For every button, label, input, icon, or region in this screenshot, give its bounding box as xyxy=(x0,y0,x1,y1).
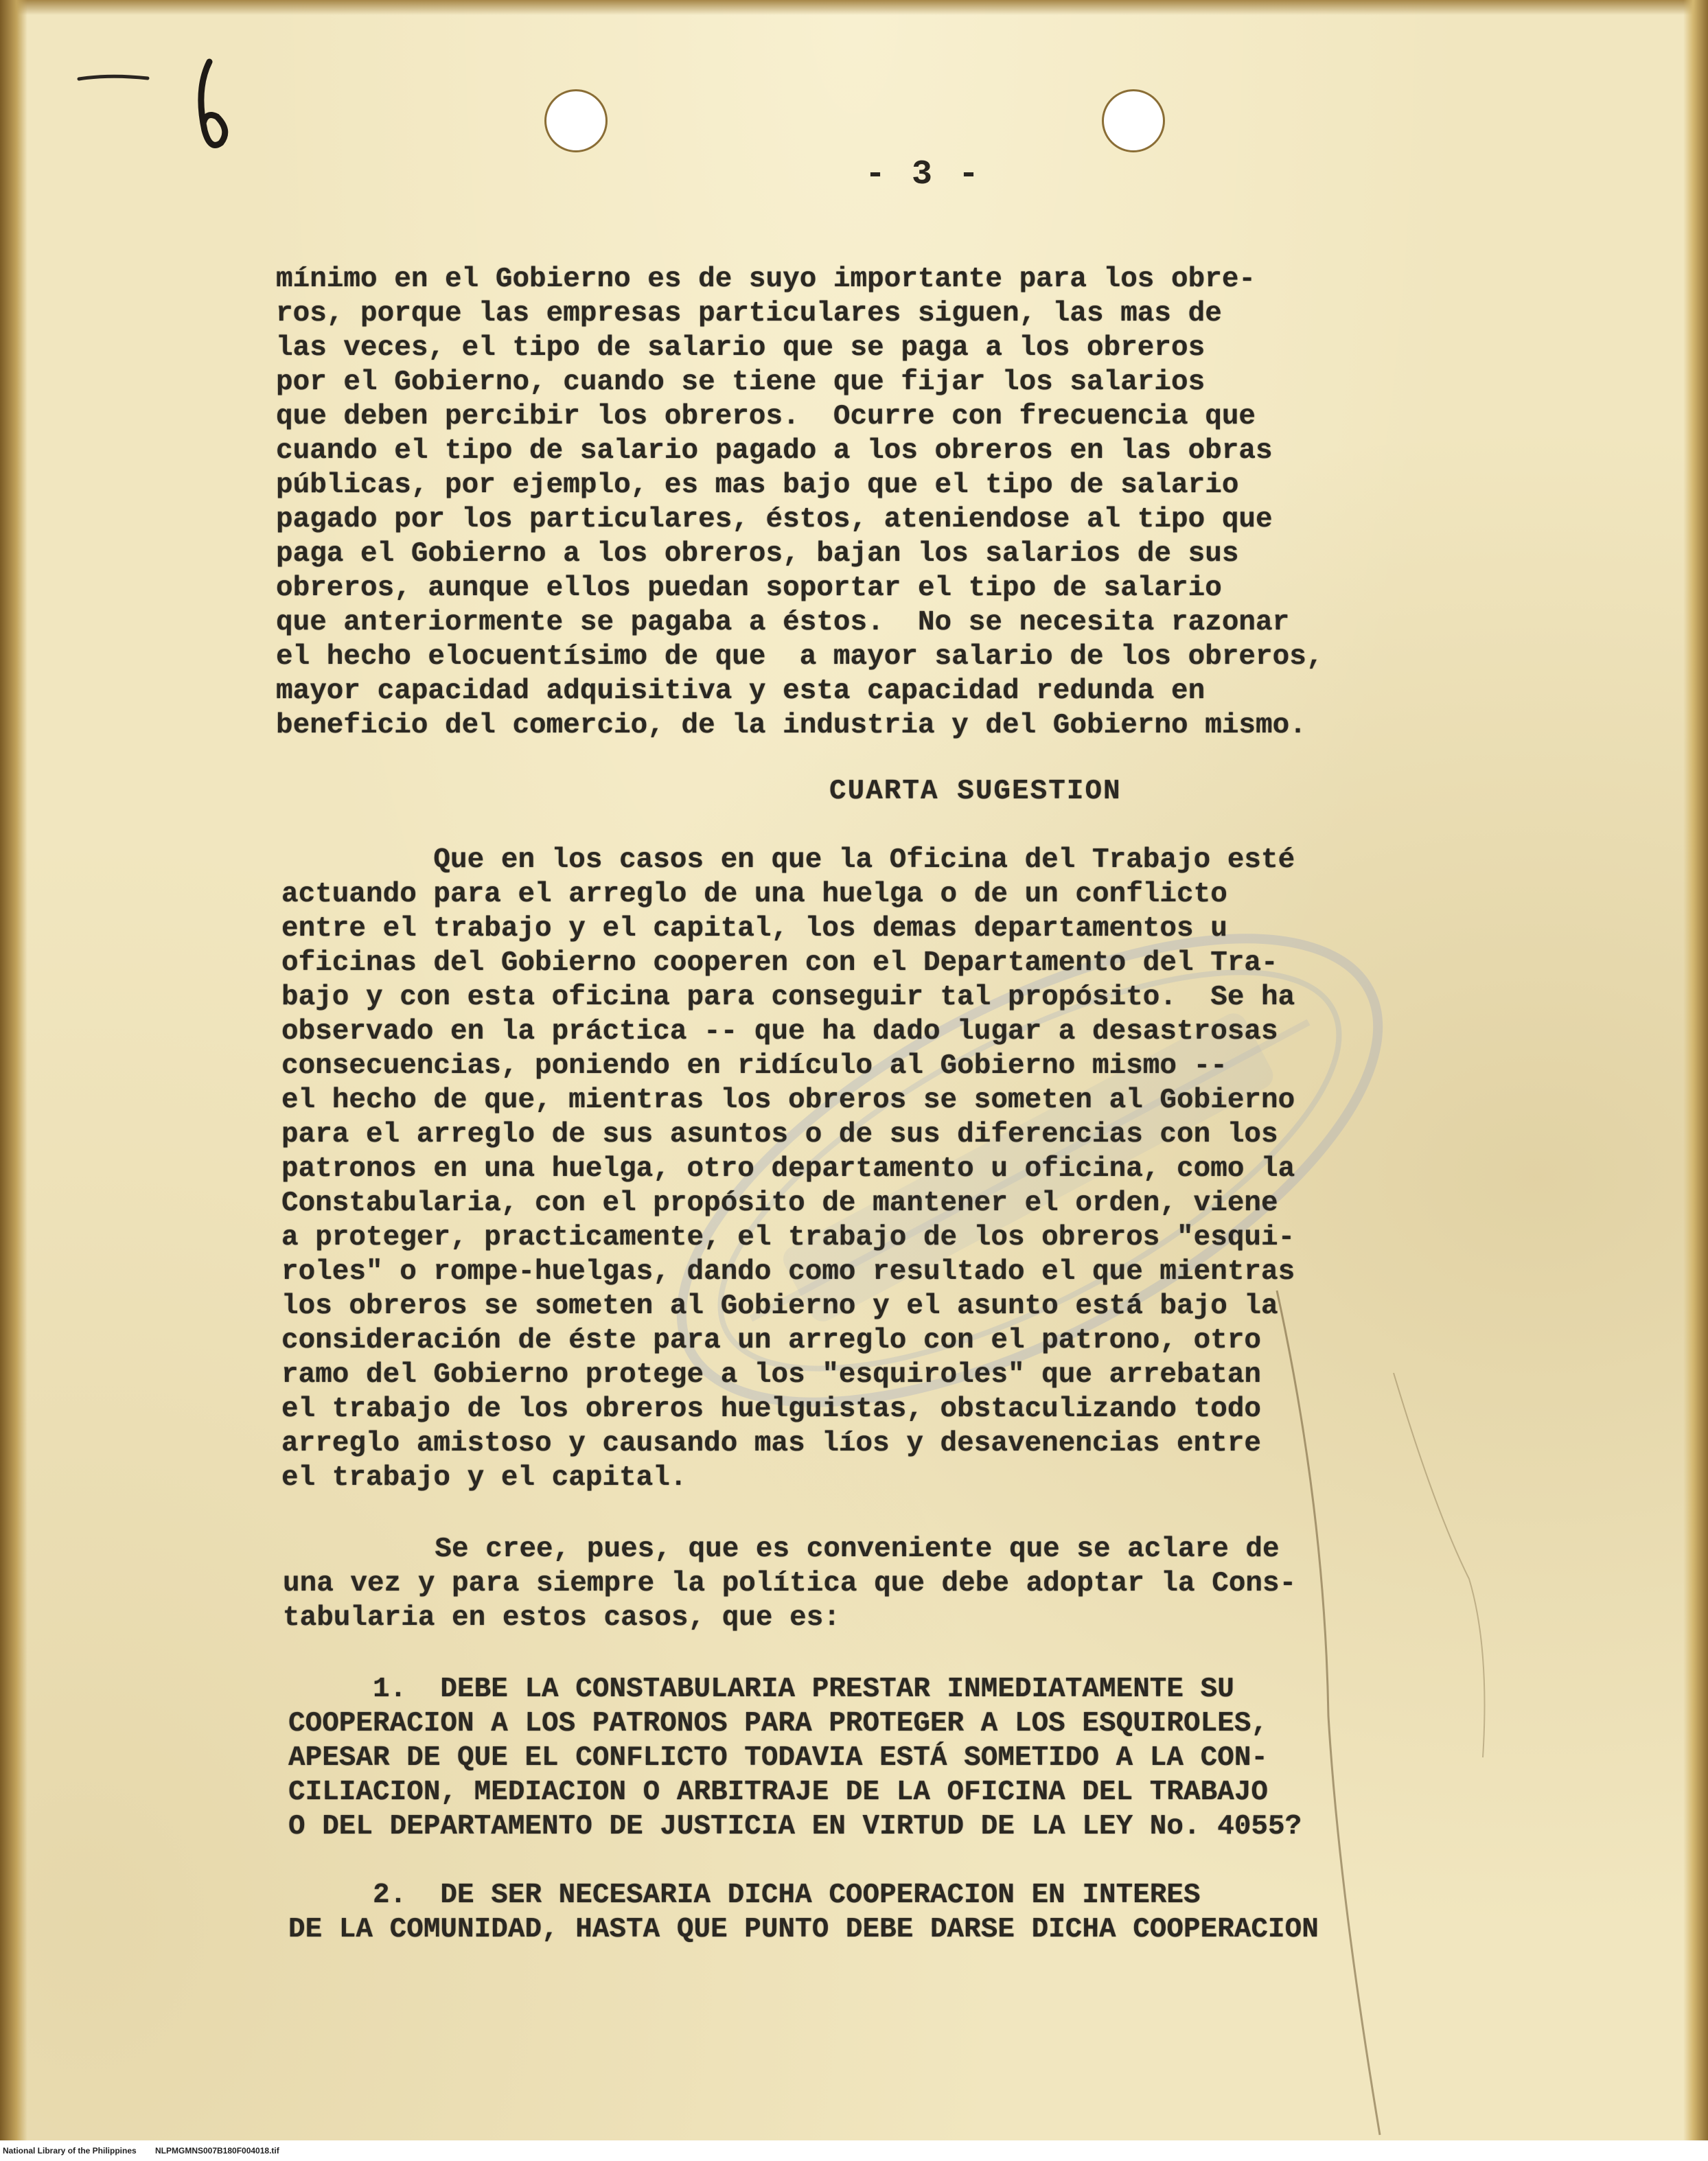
paragraph-salary-policy: mínimo en el Gobierno es de suyo importante para los obre- ros, porque las empresas particulares siguen, las mas de las veces, el tipo de salario que se paga a los obreros por el Gobierno, cuando se tiene que fijar los salarios que deben percibir los obreros. Ocurre con frecuencia que cuando el tipo de salario pagado a los obreros en las obras públicas, por ejemplo, es mas bajo que el tipo de salario pagado por los particulares, éstos, ateniendose al tipo que paga el Gobierno a los obreros, bajan los salarios de sus obreros, aunque ellos puedan soportar el tipo de salario que anteriormente se pagaba a éstos. No se necesita razonar el hecho elocuentísimo de que a mayor salario de los obreros, mayor capacidad adquisitiva y esta capacidad redunda en beneficio del comercio, de la industria y del Gobierno mismo. xyxy=(276,264,1324,741)
question-item-2: 2. DE SER NECESARIA DICHA COOPERACION EN INTERES DE LA COMUNIDAD, HASTA QUE PUNTO DEBE DARSE DICHA COOPERACION xyxy=(288,1880,1319,1945)
footer-library-name: National Library of the Philippines xyxy=(3,2146,137,2156)
page-number: - 3 - xyxy=(865,155,982,194)
paragraph-strike-cooperation: Que en los casos en que la Oficina del Trabajo esté actuando para el arreglo de una huelga o de un conflicto entre el trabajo y el capital, los demas departamentos u oficinas del Gobierno cooperen con el Departamento del Tra- bajo y con esta oficina para conseguir tal propósito. Se ha observado en la práctica -- que ha dado lugar a desastrosas consecuencias, poniendo en ridículo al Gobierno mismo -- el hecho de que, mientras los obreros se someten al Gobierno para el arreglo de sus asuntos o de sus diferencias con los patronos en una huelga, otro departamento u oficina, como la Constabularia, con el propósito de mantener el orden, viene a proteger, practicamente, el trabajo de los obreros "esqui- roles" o rompe-huelgas, dando como resultado el que mientras los obreros se someten al Gobierno y el asunto está bajo la consideración de éste para un arreglo con el patrono, otro ramo del Gobierno protege a los "esquiroles" que arrebatan el trabajo de los obreros huelguistas, obstaculizando todo arreglo amistoso y causando mas líos y desavenencias entre el trabajo y el capital. xyxy=(281,844,1295,1494)
question-item-1: 1. DEBE LA CONSTABULARIA PRESTAR INMEDIATAMENTE SU COOPERACION A LOS PATRONOS PARA PROTEGER A LOS ESQUIROLES, APESAR DE QUE EL CONFLICTO TODAVIA ESTÁ SOMETIDO A LA CON- CILIACION, MEDIACION O ARBITRAJE DE LA OFICINA DEL TRABAJO O DEL DEPARTAMENTO DE JUSTICIA EN VIRTUD DE LA LEY No. 4055? xyxy=(288,1674,1302,1842)
paragraph-constabulary-policy: Se cree, pues, que es conveniente que se aclare de una vez y para siempre la política que debe adoptar la Cons- tabularia en estos casos, que es: xyxy=(283,1534,1297,1634)
footer-file-name: NLPMGMNS007B180F004018.tif xyxy=(155,2146,279,2156)
section-heading: CUARTA SUGESTION xyxy=(829,776,1122,807)
